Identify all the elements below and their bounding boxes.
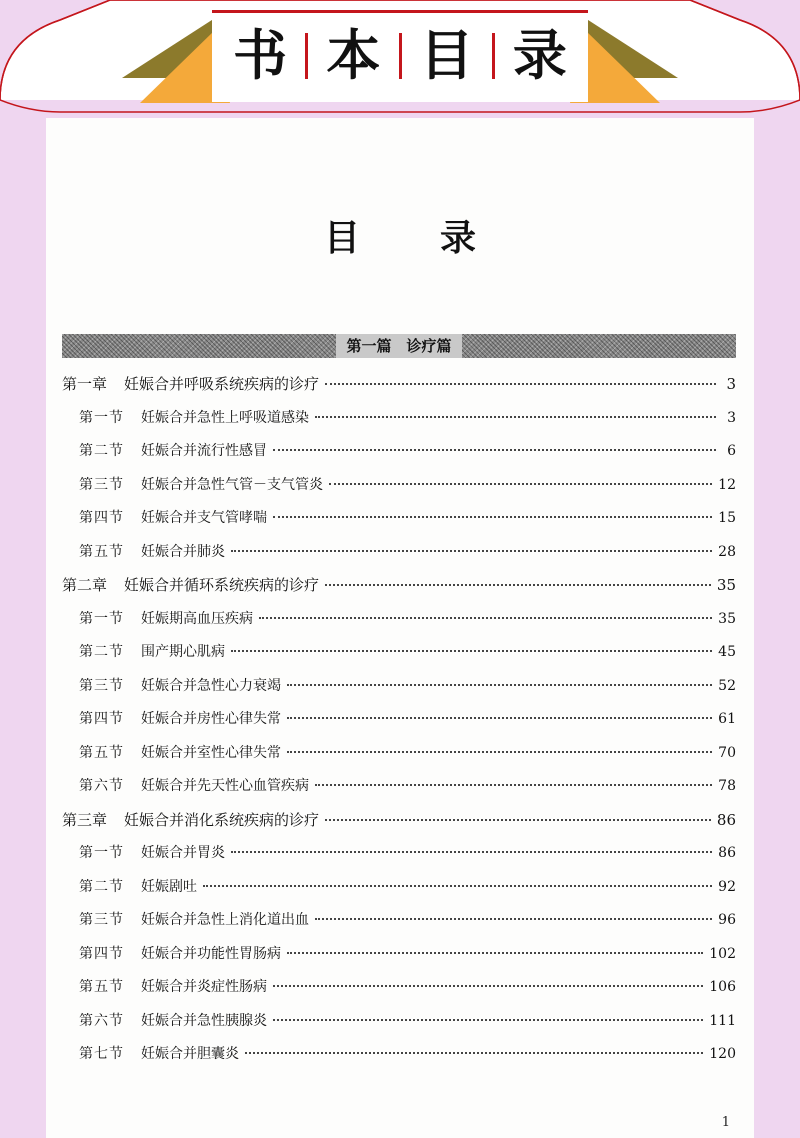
toc-entry-number: 第三节 [79,912,124,928]
toc-entry-page: 102 [709,945,736,962]
toc-entry-title: 妊娠合并室性心律失常 [141,744,281,761]
dot-leader [325,584,711,586]
toc-entry-title: 妊娠合并支气管哮喘 [141,510,267,526]
toc-entry-title: 妊娠合并急性胰腺炎 [141,1012,267,1029]
page-title-char: 目 [323,217,360,259]
toc-entry-title: 妊娠合并先天性心血管疾病 [141,778,309,794]
toc-entry-page: 92 [718,878,736,895]
toc-entry-title: 妊娠合并消化系统疾病的诊疗 [124,810,320,829]
dot-leader [273,516,712,518]
toc-entry-number: 第三节 [79,476,124,493]
toc-entry-number: 第三节 [79,677,124,694]
toc-entry-number: 第一章 [62,375,108,393]
toc-section-row[interactable] [62,770,736,804]
dot-leader [203,885,712,887]
toc-entry-number: 第六节 [79,778,124,794]
toc-entry-page: 61 [718,711,736,727]
toc-entry-label [79,871,197,905]
toc-entry-title: 妊娠合并循环系统疾病的诊疗 [124,576,320,594]
toc-section-row[interactable] [62,536,736,570]
toc-section-row[interactable] [62,837,736,871]
toc-entry-number: 第三章 [62,810,108,829]
toc-entry-page: 111 [709,1012,736,1029]
toc-entry-label [79,469,323,503]
toc-entry-title: 妊娠合并炎症性肠病 [141,979,267,995]
page-number: 1 [721,1115,730,1130]
toc-entry-title: 妊娠合并胆囊炎 [141,1046,239,1062]
table-of-contents [62,368,736,1072]
dot-leader [273,1019,703,1021]
dot-leader [329,483,712,485]
toc-entry-number: 第二节 [79,443,124,459]
dot-leader [287,684,712,686]
toc-section-row[interactable] [62,670,736,704]
dot-leader [231,851,712,853]
banner-char: 书 [233,24,288,87]
banner-char: 目 [419,24,474,87]
toc-entry-label [62,569,319,603]
toc-entry-number: 第一节 [79,845,124,861]
toc-entry-title: 妊娠合并房性心律失常 [141,711,281,727]
toc-entry-number: 第四节 [79,945,124,962]
toc-entry-page: 70 [718,744,736,761]
toc-section-row[interactable] [62,938,736,972]
dot-leader [325,383,716,385]
toc-entry-page: 6 [727,443,736,459]
toc-entry-label [79,636,225,670]
toc-entry-number: 第一节 [79,409,124,426]
dot-leader [315,918,712,920]
toc-entry-title: 妊娠剧吐 [141,878,197,895]
toc-entry-page: 78 [718,778,736,794]
toc-entry-number: 第二节 [79,878,124,895]
toc-entry-title: 妊娠合并急性上消化道出血 [141,912,309,928]
toc-entry-page: 35 [716,576,736,594]
dot-leader [287,751,712,753]
toc-section-row[interactable] [62,737,736,771]
toc-entry-title: 妊娠期高血压疾病 [141,610,253,627]
dot-leader [287,717,712,719]
toc-entry-label [79,971,267,1005]
toc-section-row[interactable] [62,402,736,436]
toc-entry-page: 86 [716,810,736,829]
toc-entry-label [79,737,281,771]
dot-leader [259,617,712,619]
toc-section-row[interactable] [62,871,736,905]
toc-section-row[interactable] [62,435,736,469]
banner [0,0,800,118]
toc-entry-label [62,368,319,402]
toc-section-row[interactable] [62,469,736,503]
toc-entry-page: 3 [726,375,736,393]
dot-leader [315,416,716,418]
toc-entry-label [79,1038,239,1072]
toc-entry-title: 妊娠合并肺炎 [141,543,225,560]
toc-entry-title: 妊娠合并急性心力衰竭 [141,677,281,694]
toc-entry-page: 106 [709,979,736,995]
toc-entry-page: 52 [718,677,736,694]
toc-entry-label [79,402,309,436]
toc-entry-number: 第一节 [79,610,124,627]
toc-entry-label [79,770,309,804]
toc-entry-number: 第七节 [79,1046,124,1062]
toc-entry-title: 围产期心肌病 [141,644,225,660]
toc-entry-label [62,804,319,838]
toc-entry-title: 妊娠合并呼吸系统疾病的诊疗 [124,375,320,393]
toc-entry-number: 第四节 [79,510,124,526]
toc-section-row[interactable] [62,1038,736,1072]
toc-entry-label [79,435,267,469]
part-heading-bar [62,334,736,358]
part-heading: 第一篇 诊疗篇 [336,334,461,358]
toc-entry-label [79,536,225,570]
toc-chapter-row[interactable] [62,804,736,838]
toc-section-row[interactable] [62,636,736,670]
toc-chapter-row[interactable] [62,368,736,402]
dot-leader [273,449,716,451]
toc-entry-label [79,1005,267,1039]
dot-leader [273,985,703,987]
toc-entry-number: 第五节 [79,744,124,761]
toc-entry-number: 第二节 [79,644,124,660]
toc-entry-title: 妊娠合并急性气管－支气管炎 [141,476,323,493]
toc-entry-label [79,603,253,637]
toc-section-row[interactable] [62,971,736,1005]
toc-entry-number: 第五节 [79,543,124,560]
banner-char: 本 [326,24,381,87]
toc-entry-page: 12 [718,476,736,493]
toc-entry-label [79,938,281,972]
toc-section-row[interactable] [62,1005,736,1039]
toc-entry-page: 45 [718,644,736,660]
toc-entry-page: 86 [718,845,736,861]
toc-entry-label [79,904,309,938]
banner-title [215,16,585,96]
document-page [46,118,754,1138]
dot-leader [245,1052,703,1054]
banner-char: 录 [512,24,567,87]
toc-entry-title: 妊娠合并功能性胃肠病 [141,945,281,962]
toc-entry-number: 第五节 [79,979,124,995]
page-title [46,210,754,261]
toc-entry-number: 第六节 [79,1012,124,1029]
toc-entry-label [79,703,281,737]
toc-section-row[interactable] [62,502,736,536]
toc-entry-label [79,837,225,871]
toc-entry-page: 15 [718,510,736,526]
toc-entry-title: 妊娠合并急性上呼吸道感染 [141,409,309,426]
dot-leader [231,650,712,652]
page-title-char: 录 [440,217,477,259]
toc-entry-page: 35 [718,610,736,627]
toc-entry-page: 3 [727,409,736,426]
toc-entry-title: 妊娠合并流行性感冒 [141,443,267,459]
toc-entry-number: 第二章 [62,576,108,594]
dot-leader [325,819,711,821]
toc-entry-page: 120 [709,1046,736,1062]
toc-entry-label [79,670,281,704]
dot-leader [315,784,712,786]
toc-entry-title: 妊娠合并胃炎 [141,845,225,861]
toc-section-row[interactable] [62,703,736,737]
toc-entry-label [79,502,267,536]
toc-entry-number: 第四节 [79,711,124,727]
toc-entry-page: 96 [718,912,736,928]
toc-section-row[interactable] [62,904,736,938]
toc-chapter-row[interactable] [62,569,736,603]
dot-leader [287,952,703,954]
dot-leader [231,550,712,552]
toc-section-row[interactable] [62,603,736,637]
toc-entry-page: 28 [718,543,736,560]
